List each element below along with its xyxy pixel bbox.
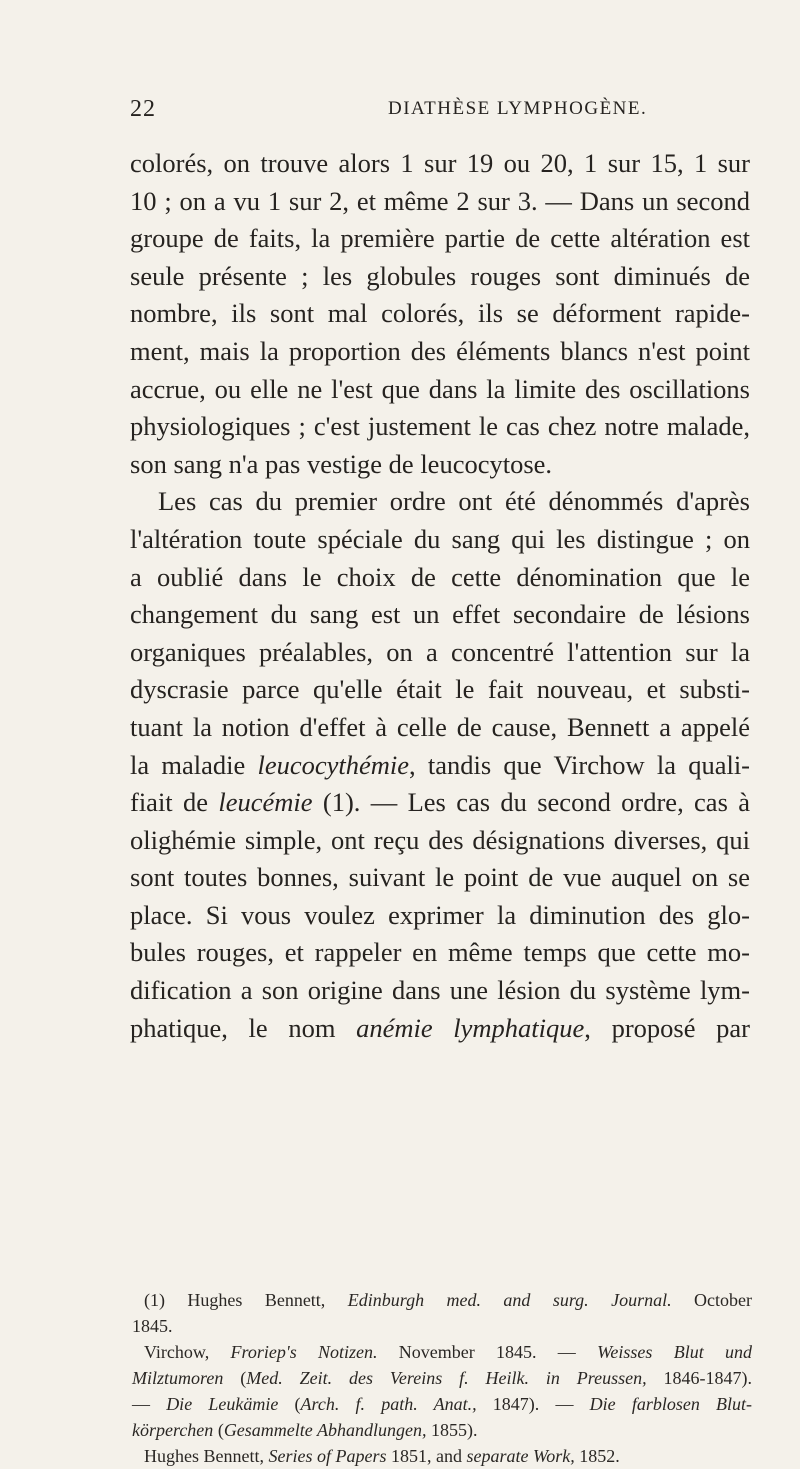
text-line: son sang n'a pas vestige de leucocytose. [130,448,553,479]
footnotes [132,1287,752,1469]
footnote-line [132,1443,752,1469]
text-line: l'altération toute spéciale du sang qui les distingue ; on [130,523,750,554]
text-run: Hughes Bennett, [144,1446,269,1466]
italic-term: anémie lymphatique [356,1012,585,1043]
italic-title: separate Work, [466,1446,575,1466]
text-line: seule présente ; les globules rouges sont diminués de [130,260,750,291]
page-header [130,96,750,136]
text-run: 1855). [426,1420,478,1440]
text-run: ( [213,1420,224,1440]
text-line: dyscrasie parce qu'elle était le fait nouveau, et substi- [130,674,750,705]
italic-title: Edinburgh med. and surg. Journal. [347,1290,672,1310]
text-run: , tandis que Virchow la quali- [409,749,751,780]
text-line: tuant la notion d'effet à celle de cause, Bennett a appelé [130,711,750,742]
italic-title: Froriep's Notizen. [230,1342,378,1362]
text-line: dification a son origine dans une lésion du système lym- [130,975,750,1006]
italic-title: Weisses Blut und [597,1342,752,1362]
text-line: Les cas du premier ordre ont été dénommés d'après [158,486,750,517]
italic-title: Die farblosen Blut- [589,1394,753,1414]
paragraph-1 [130,145,750,483]
main-text [130,145,750,1047]
italic-title: Series of Papers [268,1446,387,1466]
text-line: accrue, ou elle ne l'est que dans la limite des oscillations [130,373,750,404]
text-run: ( [223,1368,247,1388]
text-line [130,747,750,785]
footnote-line [132,1287,752,1313]
text-line: bules rouges, et rappeler en même temps que cette mo- [130,937,750,968]
italic-title: Arch. f. path. Anat., [300,1394,477,1414]
italic-term: leucémie [218,787,313,818]
italic-title: Die Leukämie [166,1394,279,1414]
text-line: 10 ; on a vu 1 sur 2, et même 2 sur 3. — Dans un second [130,185,750,216]
text-run: — [132,1394,167,1414]
italic-title: Gesammelte Abhandlungen, [223,1420,427,1440]
text-line: a oublié dans le choix de cette dénomination que le [130,561,750,592]
text-line: ment, mais la proportion des éléments blancs n'est point [130,335,750,366]
footnote-line [132,1339,752,1365]
text-run: Virchow, [144,1342,231,1362]
text-line: groupe de faits, la première partie de cette altération est [130,223,750,254]
text-line: place. Si vous voulez exprimer la diminution des glo- [130,899,750,930]
text-run: 1847). — [476,1394,590,1414]
text-line: organiques préalables, on a concentré l'attention sur la [130,636,750,667]
italic-term: leucocythémie [257,749,410,780]
text-line: changement du sang est un effet secondaire de lésions [130,599,750,630]
paragraph-2 [130,483,750,1047]
footnote-line [132,1391,752,1417]
text-line [130,1010,750,1048]
text-run: 1851, and [386,1446,467,1466]
italic-title: Med. Zeit. des Vereins f. Heilk. in Preussen, [246,1368,647,1388]
page-number: 22 [130,96,156,122]
footnote-line [132,1417,752,1443]
text-run: , proposé par [584,1012,750,1043]
text-run: October [671,1290,752,1310]
text-run: fiait de [130,787,219,818]
text-run: (1). — Les cas du second ordre, cas à [312,787,750,818]
text-run: November 1845. — [377,1342,598,1362]
text-run: 1852. [574,1446,620,1466]
text-run: phatique, le nom [130,1012,357,1043]
text-line: colorés, on trouve alors 1 sur 19 ou 20, 1 sur 15, 1 sur [130,148,750,178]
text-run: (1) Hughes Bennett, [144,1290,348,1310]
text-line: nombre, ils sont mal colorés, ils se déforment rapide- [130,298,750,329]
text-run: 1846-1847). [646,1368,752,1388]
text-line [130,784,750,822]
text-run: la maladie [130,749,258,780]
italic-title: körperchen [132,1420,214,1440]
text-line: physiologiques ; c'est justement le cas chez notre malade, [130,411,750,442]
text-run: ( [278,1394,301,1414]
italic-title: Milztumoren [132,1368,224,1388]
text-line: sont toutes bonnes, suivant le point de vue auquel on se [130,862,750,893]
footnote-line [132,1365,752,1391]
footnote-line: 1845. [132,1316,173,1336]
running-head: DIATHÈSE LYMPHOGÈNE. [388,98,648,119]
text-line: olighémie simple, ont reçu des désignations diverses, qui [130,824,750,855]
